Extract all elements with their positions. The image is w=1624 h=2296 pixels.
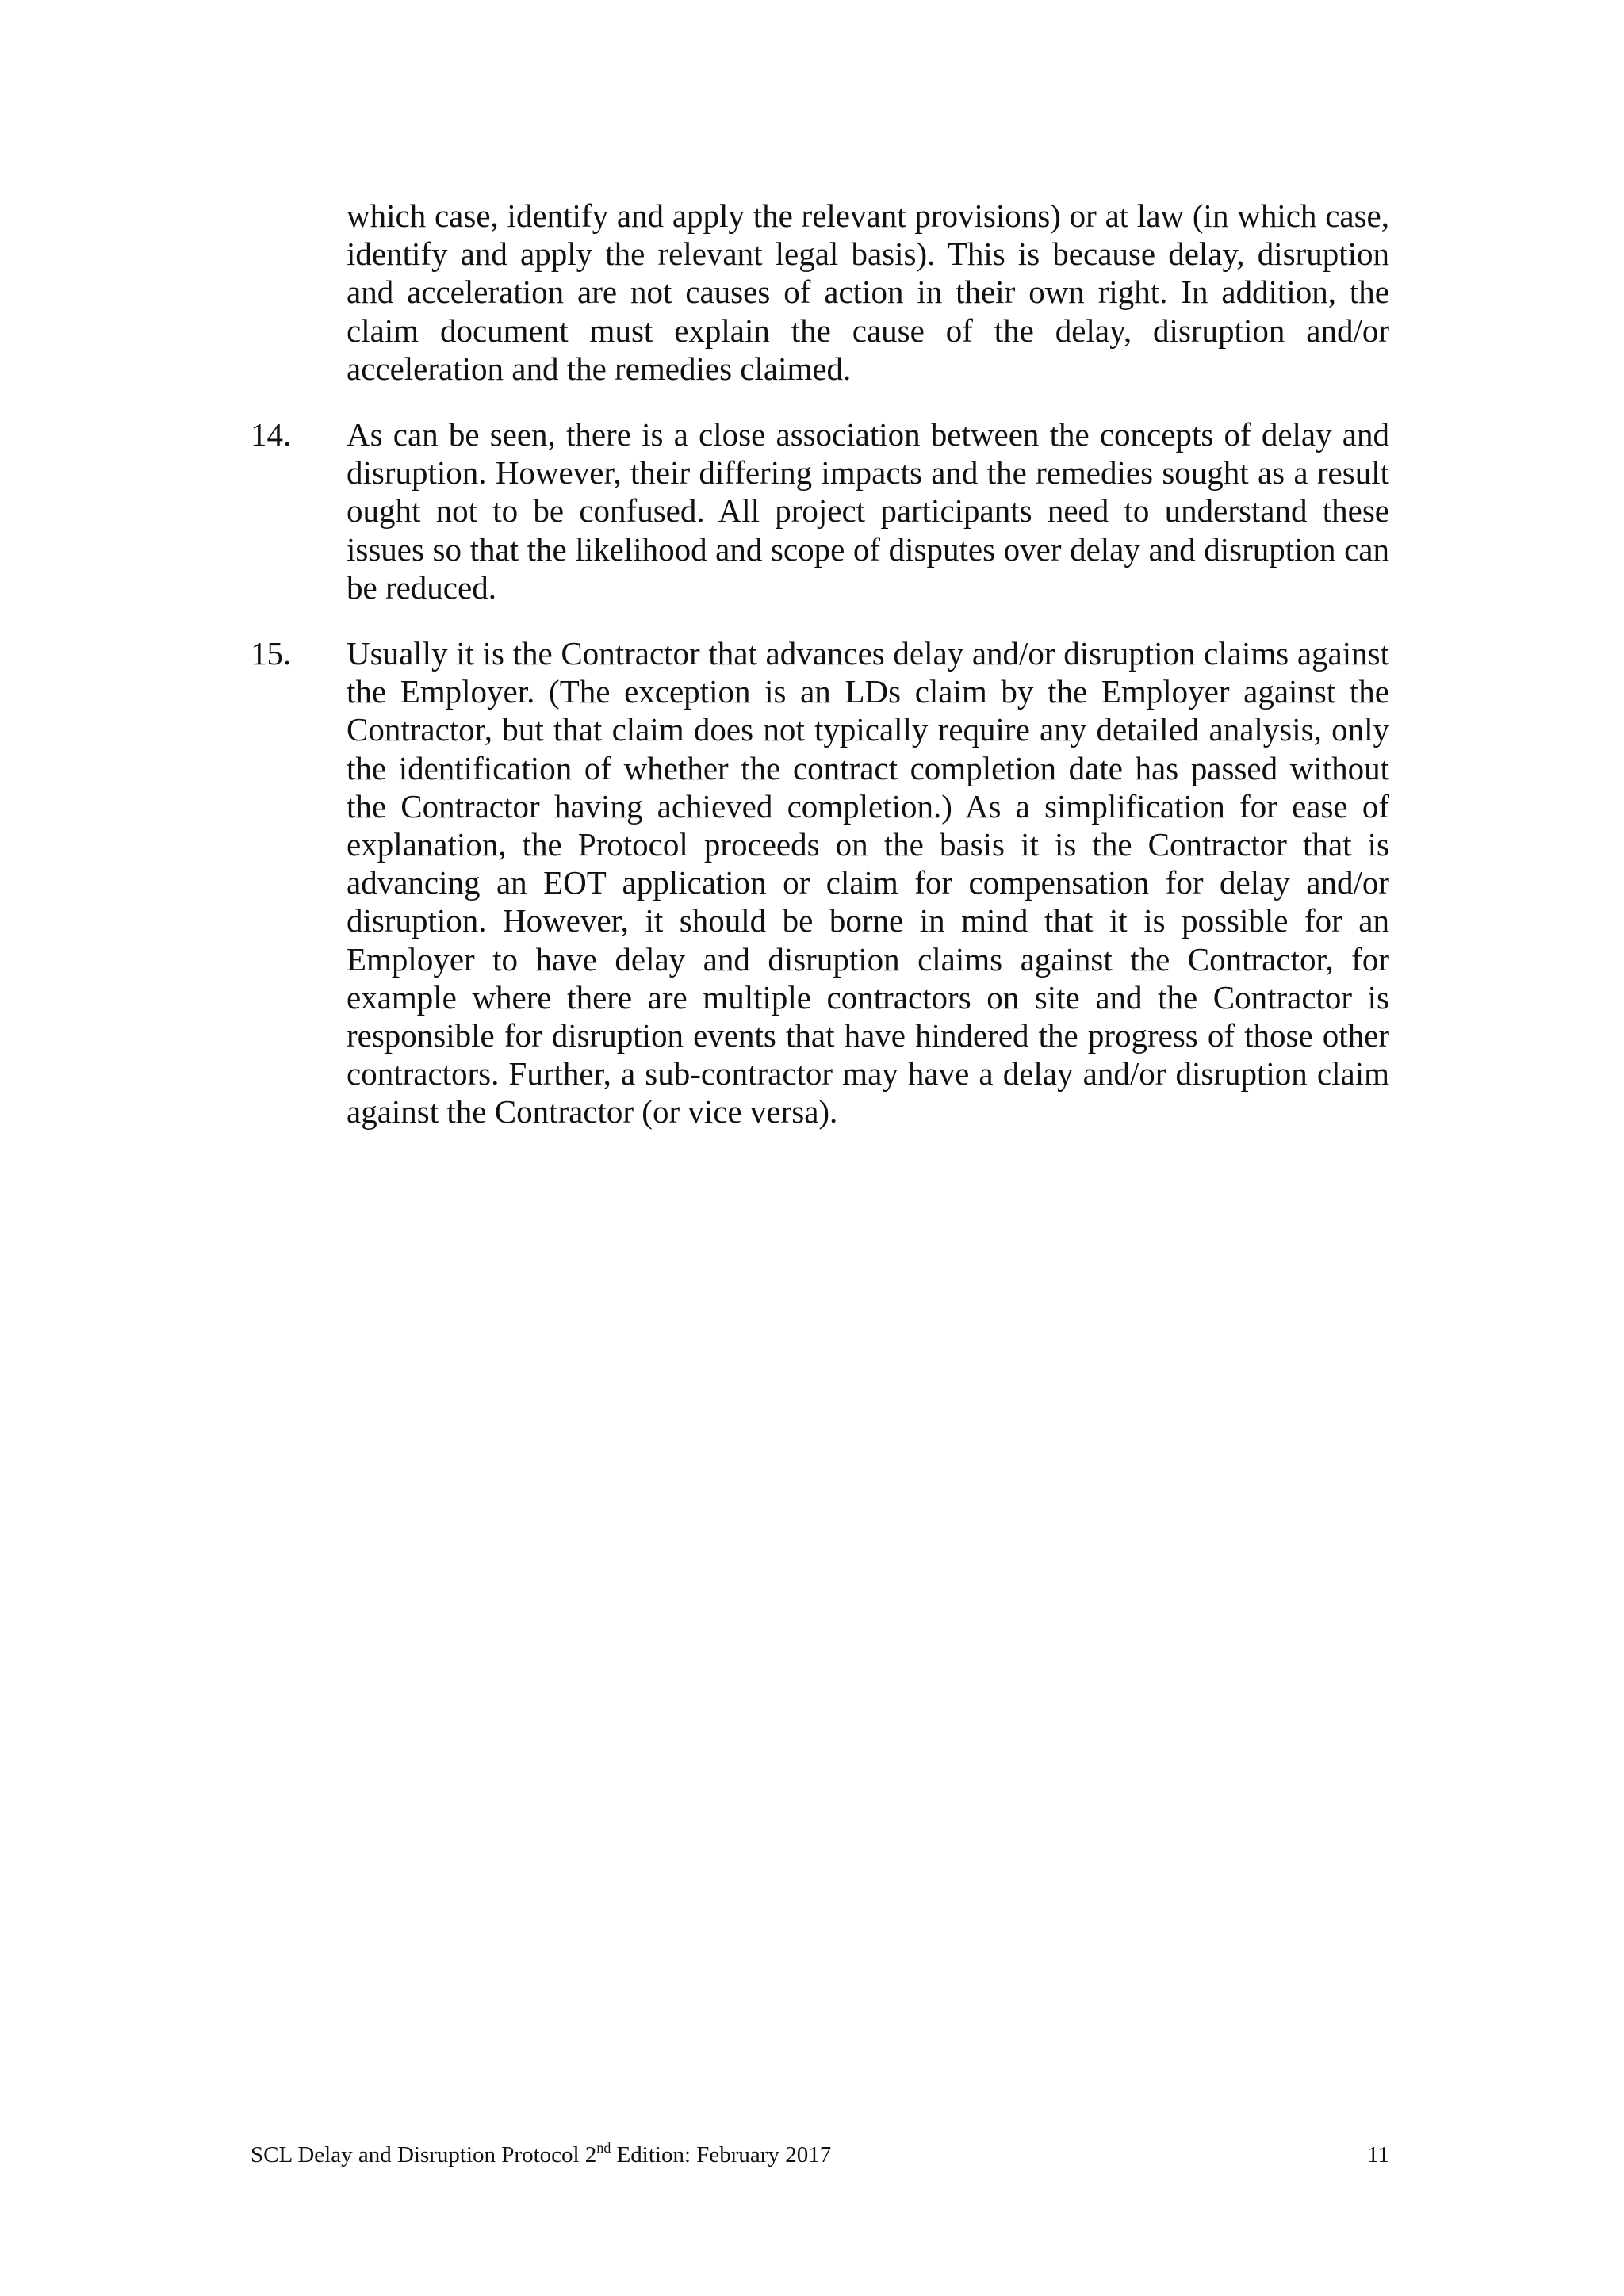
footer-document-title <box>251 2141 831 2169</box>
body-text <box>251 197 1389 1159</box>
footer-title-superscript: nd <box>596 2140 611 2156</box>
paragraph-15 <box>251 634 1389 1131</box>
paragraph-text: which case, identify and apply the relevant provisions) or at law (in which case, identify and apply the relevant legal basis). This is because delay, disruption and acceleration are not causes of action in their own right. In addition, the claim document must explain the cause of the delay, disruption and/or acceleration and the remedies claimed. <box>347 197 1389 387</box>
footer-title-edition: Edition: February 2017 <box>611 2142 832 2168</box>
paragraph-number: 15. <box>251 635 292 672</box>
paragraph-text: Usually it is the Contractor that advances delay and/or disruption claims against the Employer. (The exception is an LDs claim by the Employer against the Contractor, but that claim does not typically require any detailed analysis, only the identification of whether the contract completion date has passed without the Contractor having achieved completion.) As a simplification for ease of explanation, the Protocol proceeds on the basis it is the Contractor that is advancing an EOT application or claim for compensation for delay and/or disruption. However, it should be borne in mind that it is possible for an Employer to have delay and disruption claims against the Contractor, for example where there are multiple contractors on site and the Contractor is responsible for disruption events that have hindered the progress of those other contractors. Further, a sub-contractor may have a delay and/or disruption claim against the Contractor (or vice versa). <box>347 635 1389 1131</box>
footer-title-main: SCL Delay and Disruption Protocol 2 <box>251 2142 597 2168</box>
paragraph-13-continued <box>347 197 1389 388</box>
paragraph-text: As can be seen, there is a close association between the concepts of delay and disruption. However, their differing impacts and the remedies sought as a result ought not to be confused. All project participants need to understand these issues so that the likelihood and scope of disputes over delay and disruption can be reduced. <box>347 416 1389 606</box>
paragraph-14 <box>251 415 1389 607</box>
paragraph-number: 14. <box>251 416 292 453</box>
page-number: 11 <box>1367 2142 1389 2168</box>
